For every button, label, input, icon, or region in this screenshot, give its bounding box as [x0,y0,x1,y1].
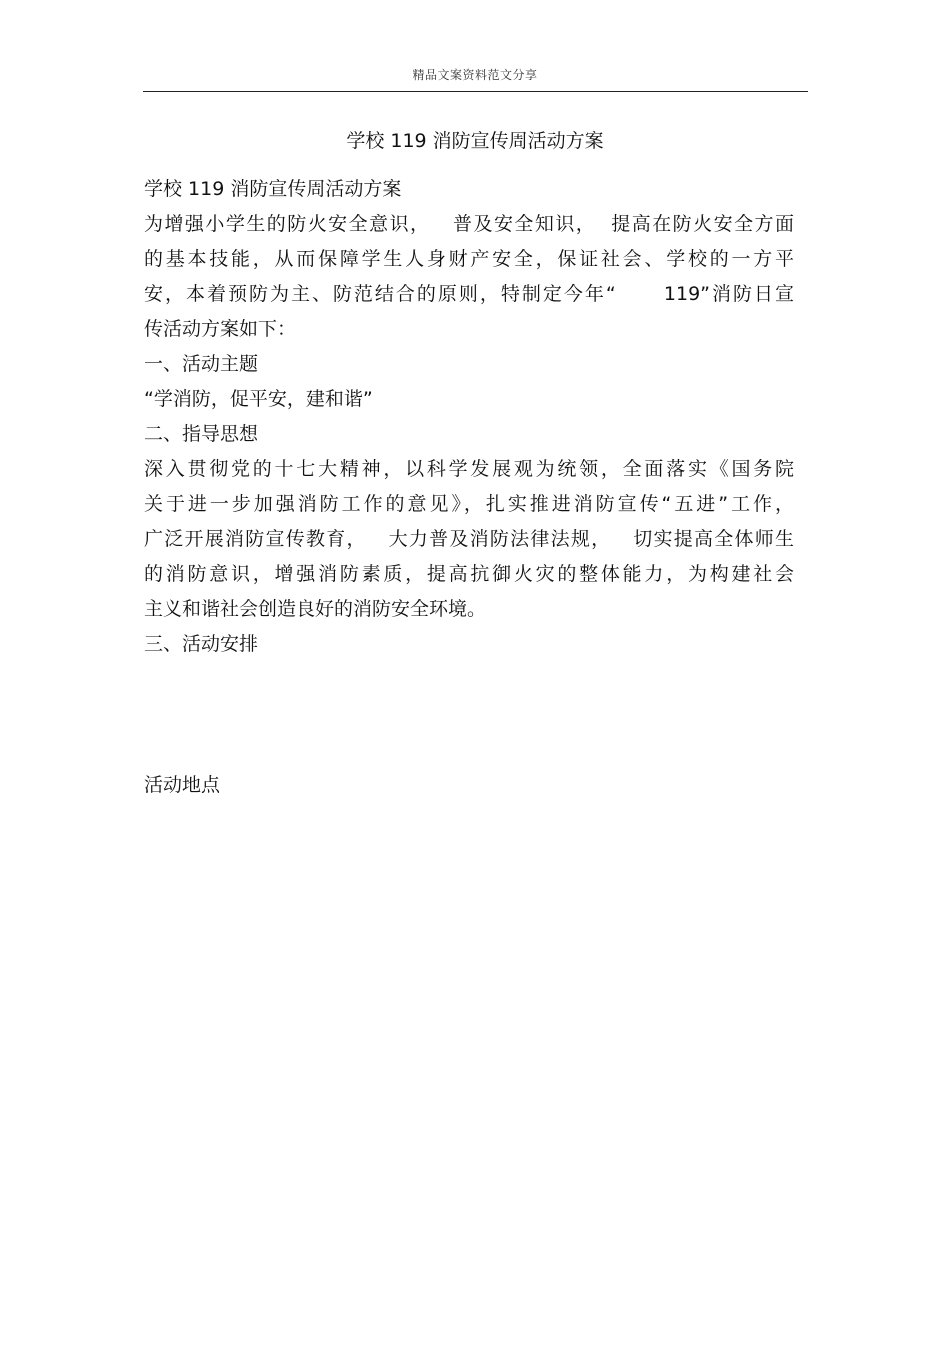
paragraph-line: 的基本技能，从而保障学生人身财产安全，保证社会、学校的一方平 [144,248,794,270]
paragraph-line: 为增强小学生的防火安全意识， 普及安全知识， 提高在防火安全方面 [144,213,794,235]
activity-location-label: 活动地点 [144,774,221,796]
header-divider [143,91,808,92]
page-header-text: 精品文案资料范文分享 [412,68,538,82]
paragraph-line: 安，本着预防为主、防范结合的原则，特制定今年“ 119”消防日宣 [144,283,794,305]
theme-slogan: “学消防，促平安，建和谐” [144,388,373,410]
paragraph-line: 主义和谐社会创造良好的消防安全环境。 [144,598,487,620]
section-heading-arrangement: 三、活动安排 [144,633,259,655]
paragraph-line: 深入贯彻党的十七大精神，以科学发展观为统领，全面落实《国务院 [144,458,794,480]
paragraph-line: 传活动方案如下： [144,318,297,340]
paragraph-line: 关于进一步加强消防工作的意见》，扎实推进消防宣传“五进”工作， [144,493,794,515]
body-subtitle: 学校 119 消防宣传周活动方案 [144,178,402,200]
document-title: 学校 119 消防宣传周活动方案 [346,130,604,152]
section-heading-theme: 一、活动主题 [144,353,259,375]
section-heading-guidance: 二、指导思想 [144,423,259,445]
paragraph-line: 的消防意识，增强消防素质，提高抗御火灾的整体能力，为构建社会 [144,563,794,585]
paragraph-line: 广泛开展消防宣传教育， 大力普及消防法律法规， 切实提高全体师生 [144,528,794,550]
